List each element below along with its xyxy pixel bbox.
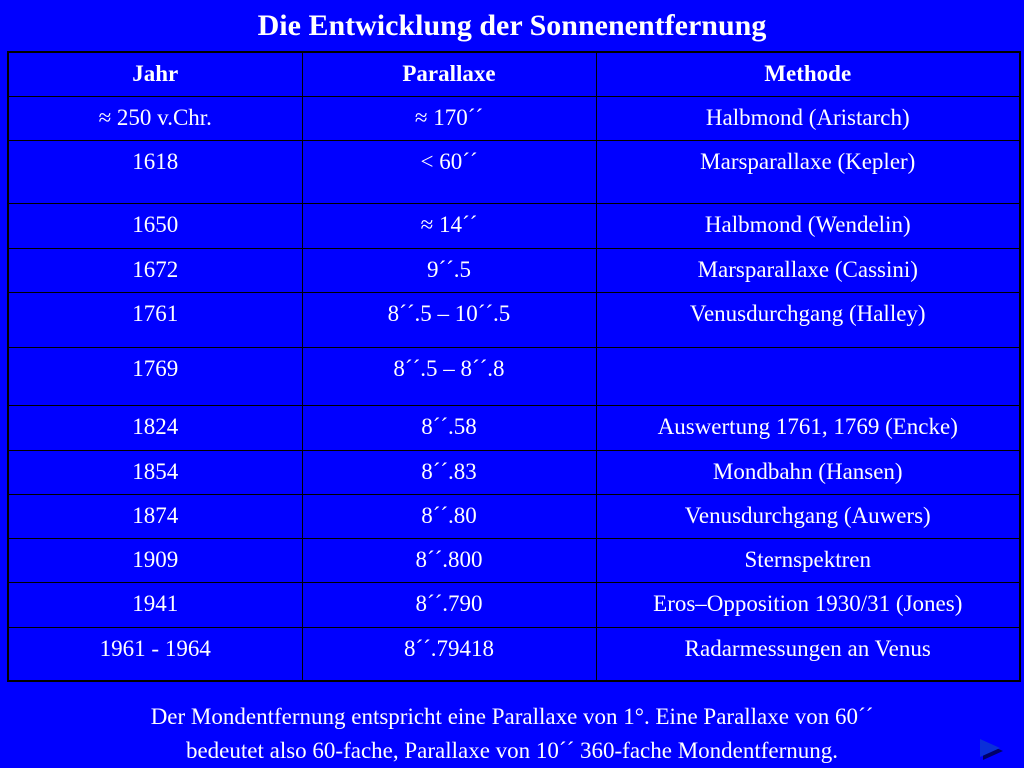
- cell-year: 1824: [8, 405, 302, 450]
- cell-year: 1941: [8, 582, 302, 627]
- footer-line-1: Der Mondentfernung entspricht eine Parallaxe von 1°. Eine Parallaxe von 60´´: [150, 704, 874, 729]
- cell-method: Marsparallaxe (Kepler): [596, 140, 1020, 203]
- cell-year: 1961 - 1964: [8, 627, 302, 681]
- header-jahr: Jahr: [8, 52, 302, 96]
- cell-method: Halbmond (Wendelin): [596, 203, 1020, 248]
- footer-note: [0, 700, 1024, 768]
- cell-method: Venusdurchgang (Halley): [596, 292, 1020, 347]
- cell-method: Sternspektren: [596, 538, 1020, 582]
- table-row: [8, 405, 1020, 450]
- table-row: [8, 450, 1020, 494]
- cell-parallax: 8´´.5 – 8´´.8: [302, 347, 596, 405]
- header-methode: Methode: [596, 52, 1020, 96]
- parallax-table: [7, 51, 1021, 682]
- cell-method: Mondbahn (Hansen): [596, 450, 1020, 494]
- cell-method: Auswertung 1761, 1769 (Encke): [596, 405, 1020, 450]
- cell-year: 1769: [8, 347, 302, 405]
- cell-method: Eros–Opposition 1930/31 (Jones): [596, 582, 1020, 627]
- cell-year: 1650: [8, 203, 302, 248]
- table-row: [8, 203, 1020, 248]
- table-row: [8, 292, 1020, 347]
- cell-parallax: ≈ 170´´: [302, 96, 596, 140]
- cell-method: [596, 347, 1020, 405]
- cell-parallax: ≈ 14´´: [302, 203, 596, 248]
- cell-year: 1854: [8, 450, 302, 494]
- table-row: [8, 494, 1020, 538]
- cell-year: 1672: [8, 248, 302, 292]
- cell-parallax: 8´´.79418: [302, 627, 596, 681]
- footer-line-2: bedeutet also 60-fache, Parallaxe von 10´´ 360-fache Mondentfernung.: [185, 738, 839, 763]
- cell-year: 1874: [8, 494, 302, 538]
- table-row: [8, 140, 1020, 203]
- cell-year: 1909: [8, 538, 302, 582]
- cell-year: 1761: [8, 292, 302, 347]
- cell-method: Venusdurchgang (Auwers): [596, 494, 1020, 538]
- cell-parallax: 8´´.80: [302, 494, 596, 538]
- slide-title: Die Entwicklung der Sonnenentfernung: [257, 9, 767, 42]
- play-arrow-icon[interactable]: [980, 739, 1000, 757]
- cell-parallax: 8´´.5 – 10´´.5: [302, 292, 596, 347]
- table-row: [8, 627, 1020, 681]
- cell-parallax: 8´´.790: [302, 582, 596, 627]
- cell-method: Radarmessungen an Venus: [596, 627, 1020, 681]
- table-header-row: [8, 52, 1020, 96]
- cell-parallax: 8´´.83: [302, 450, 596, 494]
- cell-parallax: 9´´.5: [302, 248, 596, 292]
- cell-parallax: < 60´´: [302, 140, 596, 203]
- table-row: [8, 347, 1020, 405]
- cell-method: Halbmond (Aristarch): [596, 96, 1020, 140]
- table-row: [8, 538, 1020, 582]
- table-row: [8, 248, 1020, 292]
- cell-year: 1618: [8, 140, 302, 203]
- table-row: [8, 96, 1020, 140]
- cell-parallax: 8´´.58: [302, 405, 596, 450]
- cell-year: ≈ 250 v.Chr.: [8, 96, 302, 140]
- header-parallaxe: Parallaxe: [302, 52, 596, 96]
- cell-method: Marsparallaxe (Cassini): [596, 248, 1020, 292]
- table-row: [8, 582, 1020, 627]
- cell-parallax: 8´´.800: [302, 538, 596, 582]
